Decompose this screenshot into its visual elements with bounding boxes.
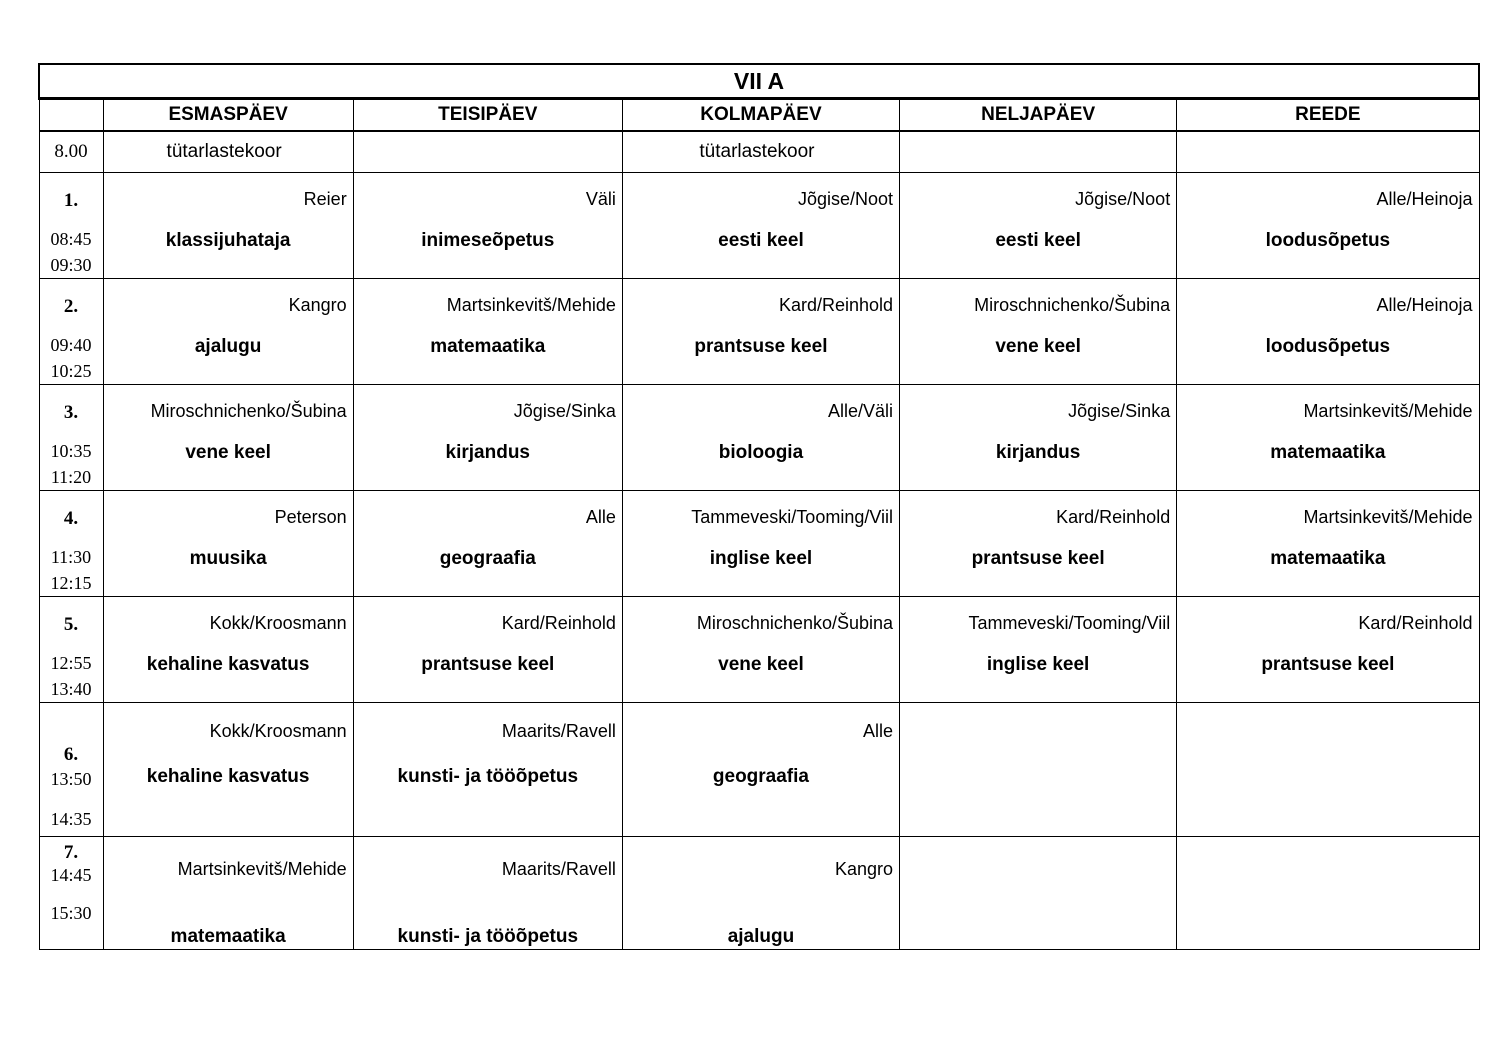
subject-name: vene keel: [185, 442, 271, 463]
lesson-cell: [103, 491, 353, 597]
lesson-cell: [353, 703, 622, 837]
lesson-number: 2.: [63, 296, 79, 317]
schedule-table: [38, 63, 1480, 950]
teacher-name: Miroschnichenko/Šubina: [150, 401, 347, 421]
lesson-cell: [353, 385, 622, 491]
lesson-row: [39, 491, 1479, 597]
corner-cell: [39, 99, 103, 132]
teacher-name: Miroschnichenko/Šubina: [696, 613, 894, 633]
subject-name: eesti keel: [995, 230, 1081, 251]
subject-name: loodusõpetus: [1265, 230, 1391, 251]
lesson-cell: [103, 597, 353, 703]
teacher-name: Kard/Reinhold: [501, 613, 616, 633]
subject-name: kunsti- ja tööõpetus: [397, 766, 579, 787]
lesson-cell: [1177, 837, 1479, 950]
lesson-start-time: 14:45: [50, 865, 92, 885]
lesson-cell: [353, 597, 622, 703]
subject-name: bioloogia: [718, 442, 804, 463]
lesson-time-cell: [39, 173, 103, 279]
teacher-name: Alle/Väli: [828, 401, 894, 421]
lesson-time-cell: [39, 703, 103, 837]
lesson-end-time: 13:40: [50, 679, 92, 699]
teacher-name: Kard/Reinhold: [1056, 507, 1171, 527]
subject-name: kunsti- ja tööõpetus: [397, 926, 579, 947]
class-title: VII A: [39, 64, 1479, 99]
teacher-name: Martsinkevitš/Mehide: [1303, 507, 1473, 527]
lesson-cell: [1177, 173, 1479, 279]
lesson-cell: [103, 385, 353, 491]
lesson-end-time: 14:35: [50, 809, 92, 829]
subject-name: eesti keel: [718, 230, 804, 251]
teacher-name: Martsinkevitš/Mehide: [1303, 401, 1473, 421]
lesson-cell: [103, 837, 353, 950]
lesson-cell: [353, 279, 622, 385]
lesson-cell: [622, 279, 899, 385]
subject-name: loodusõpetus: [1265, 336, 1391, 357]
subject-name: matemaatika: [1270, 548, 1386, 569]
teacher-name: Jõgise/Sinka: [513, 401, 616, 421]
lesson-cell: [900, 837, 1177, 950]
teacher-name: Kokk/Kroosmann: [209, 613, 347, 633]
subject-name: matemaatika: [1270, 442, 1386, 463]
lesson-cell: [622, 173, 899, 279]
lesson-number: 1.: [63, 190, 79, 211]
lesson-start-time: 10:35: [50, 441, 92, 461]
subject-name: matemaatika: [170, 926, 286, 947]
day-header-row: [39, 99, 1479, 132]
lesson-cell: [353, 491, 622, 597]
lesson-number: 3.: [63, 402, 79, 423]
lesson-row: [39, 385, 1479, 491]
teacher-name: Maarits/Ravell: [501, 859, 616, 879]
subject-name: inimeseõpetus: [421, 230, 555, 251]
lesson-start-time: 08:45: [50, 229, 92, 249]
teacher-name: Jõgise/Noot: [797, 189, 894, 209]
teacher-name: Kangro: [834, 859, 894, 879]
teacher-name: Alle/Heinoja: [1376, 295, 1473, 315]
lesson-cell: [622, 597, 899, 703]
lesson-row: [39, 279, 1479, 385]
subject-name: klassijuhataja: [165, 230, 291, 251]
lesson-cell: [353, 173, 622, 279]
lesson-number: 5.: [63, 614, 79, 635]
subject-name: kehaline kasvatus: [146, 654, 310, 675]
subject-name: geograafia: [439, 548, 536, 569]
lesson-row: [39, 597, 1479, 703]
day-header: NELJAPÄEV: [900, 99, 1177, 132]
teacher-name: Tammeveski/Tooming/Viil: [691, 507, 894, 527]
lesson-row: [39, 837, 1479, 950]
early-activity: tütarlastekoor: [699, 141, 815, 162]
teacher-name: Kokk/Kroosmann: [209, 721, 347, 741]
early-activity: tütarlastekoor: [166, 141, 282, 162]
lesson-time-cell: [39, 491, 103, 597]
lesson-cell: [900, 491, 1177, 597]
subject-name: ajalugu: [727, 926, 795, 947]
subject-name: ajalugu: [194, 336, 262, 357]
teacher-name: Jõgise/Noot: [1075, 189, 1171, 209]
teacher-name: Reier: [303, 189, 347, 209]
teacher-name: Kangro: [288, 295, 347, 315]
lesson-time-cell: [39, 597, 103, 703]
lesson-time-cell: [39, 837, 103, 950]
lesson-cell: [622, 703, 899, 837]
teacher-name: Alle: [585, 507, 616, 527]
lesson-number: 7.: [63, 842, 79, 863]
lesson-cell: [900, 279, 1177, 385]
lesson-end-time: 15:30: [50, 903, 92, 923]
teacher-name: Tammeveski/Tooming/Viil: [968, 613, 1171, 633]
lesson-end-time: 12:15: [50, 573, 92, 593]
subject-name: prantsuse keel: [694, 336, 828, 357]
subject-name: kirjandus: [995, 442, 1081, 463]
teacher-name: Peterson: [274, 507, 347, 527]
early-time: 8.00: [39, 131, 103, 173]
subject-name: prantsuse keel: [971, 548, 1105, 569]
lesson-cell: [353, 837, 622, 950]
lesson-start-time: 09:40: [50, 335, 92, 355]
lesson-start-time: 12:55: [50, 653, 92, 673]
subject-name: inglise keel: [709, 548, 813, 569]
lesson-row: [39, 173, 1479, 279]
teacher-name: Alle/Heinoja: [1376, 189, 1473, 209]
subject-name: vene keel: [995, 336, 1081, 357]
lesson-cell: [103, 279, 353, 385]
lesson-cell: [103, 173, 353, 279]
lesson-end-time: 11:20: [50, 467, 92, 487]
lesson-row: [39, 703, 1479, 837]
teacher-name: Alle: [863, 721, 894, 741]
lesson-cell: [900, 597, 1177, 703]
teacher-name: Martsinkevitš/Mehide: [177, 859, 347, 879]
teacher-name: Maarits/Ravell: [501, 721, 616, 741]
day-header: TEISIPÄEV: [353, 99, 622, 132]
subject-name: inglise keel: [986, 654, 1090, 675]
teacher-name: Martsinkevitš/Mehide: [446, 295, 616, 315]
teacher-name: Kard/Reinhold: [778, 295, 894, 315]
teacher-name: Miroschnichenko/Šubina: [974, 295, 1171, 315]
lesson-end-time: 09:30: [50, 255, 92, 275]
subject-name: prantsuse keel: [421, 654, 555, 675]
day-header: KOLMAPÄEV: [622, 99, 899, 132]
teacher-name: Väli: [585, 189, 616, 209]
lesson-cell: [900, 385, 1177, 491]
lesson-cell: [900, 173, 1177, 279]
lesson-time-cell: [39, 385, 103, 491]
lesson-start-time: 13:50: [50, 769, 92, 789]
lesson-number: 6.: [63, 744, 79, 765]
day-header: ESMASPÄEV: [103, 99, 353, 132]
subject-name: matemaatika: [430, 336, 546, 357]
lesson-cell: [900, 703, 1177, 837]
lesson-time-cell: [39, 279, 103, 385]
subject-name: prantsuse keel: [1261, 654, 1395, 675]
lesson-cell: [1177, 597, 1479, 703]
lesson-cell: [103, 703, 353, 837]
lesson-cell: [1177, 703, 1479, 837]
lesson-number: 4.: [63, 508, 79, 529]
subject-name: geograafia: [712, 766, 809, 787]
subject-name: vene keel: [718, 654, 804, 675]
subject-name: kirjandus: [445, 442, 531, 463]
subject-name: muusika: [189, 548, 267, 569]
teacher-name: Kard/Reinhold: [1358, 613, 1473, 633]
lesson-cell: [622, 385, 899, 491]
early-row: [39, 131, 1479, 173]
lesson-end-time: 10:25: [50, 361, 92, 381]
lesson-cell: [1177, 491, 1479, 597]
lesson-cell: [622, 491, 899, 597]
lesson-cell: [1177, 385, 1479, 491]
lesson-start-time: 11:30: [50, 547, 92, 567]
lesson-cell: [1177, 279, 1479, 385]
subject-name: kehaline kasvatus: [146, 766, 310, 787]
lesson-cell: [622, 837, 899, 950]
teacher-name: Jõgise/Sinka: [1068, 401, 1171, 421]
day-header: REEDE: [1177, 99, 1479, 132]
